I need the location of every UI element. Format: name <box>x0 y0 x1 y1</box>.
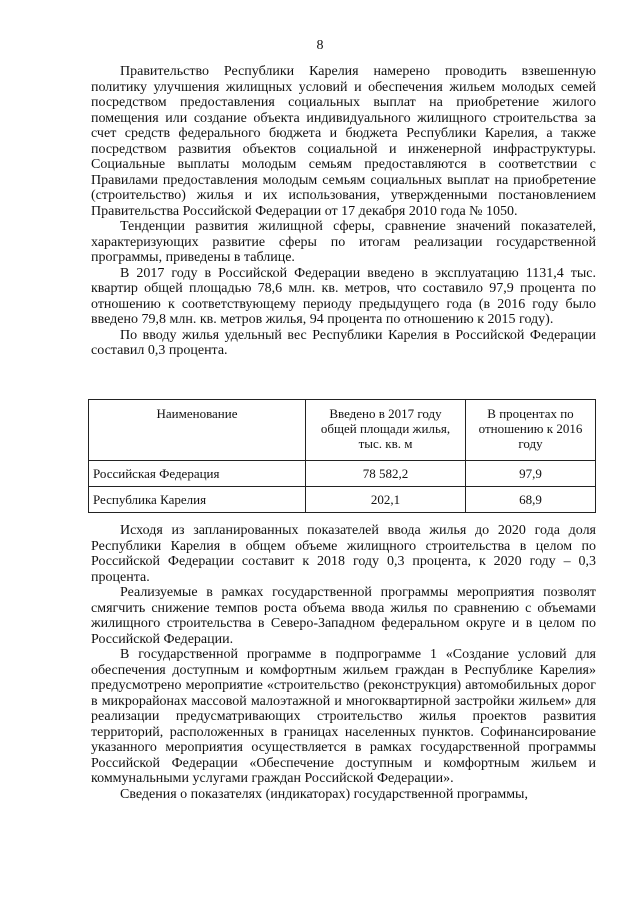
row-name: Республика Карелия <box>89 487 306 513</box>
table-row <box>89 487 596 513</box>
row-percent: 68,9 <box>466 487 596 513</box>
table-header-row <box>89 400 596 461</box>
row-area: 78 582,2 <box>306 461 466 487</box>
paragraph: В государственной программе в подпрограмме 1 «Создание условий для обеспечения доступным и комфортным жильем граждан в Республике Карелия» предусмотрено мероприятие «строительство (реконструкция) автомобильных дорог в микрорайонах массовой малоэтажной и многоквартирной застройки жильем» для реализации предусматривающих строительство жилья проектов развития территорий, расположенных в границах населенных пунктов. Софинансирование указанного мероприятия осуществляется в рамках государственной программы Российской Федерации «Обеспечение доступным и комфортным жильем и коммунальными услугами граждан Российской Федерации». <box>91 647 596 786</box>
paragraph: Исходя из запланированных показателей ввода жилья до 2020 года доля Республики Карелия в общем объеме жилищного строительства в целом по Российской Федерации составит к 2018 году 0,3 процента, к 2020 году – 0,3 процента. <box>91 523 596 585</box>
table-row <box>89 461 596 487</box>
row-name: Российская Федерация <box>89 461 306 487</box>
paragraph: Реализуемые в рамках государственной программы мероприятия позволят смягчить снижение темпов роста объема ввода жилья по сравнению с объемами жилищного строительства в Северо-Западном федеральном округе и в целом по Российской Федерации. <box>91 585 596 647</box>
paragraph: По вводу жилья удельный вес Республики Карелия в Российской Федерации составил 0,3 процента. <box>91 327 596 358</box>
paragraph: Сведения о показателях (индикаторах) государственной программы, <box>120 786 528 802</box>
housing-table <box>88 399 596 513</box>
body-text-top <box>91 64 596 359</box>
page-number: 8 <box>316 38 324 53</box>
paragraph: Правительство Республики Карелия намерено проводить взвешенную политику улучшения жилищных условий и обеспечения жильем молодых семей посредством предоставления социальных выплат на приобретение жилого помещения или создание объекта индивидуального жилищного строительства за счет средств федерального бюджета и бюджета Республики Карелия, а также посредством развития объектов социальной и инженерной инфраструктуры. Социальные выплаты молодым семьям предоставляются в соответствии с Правилами предоставления молодым семьям социальных выплат на приобретение (строительство) жилья и их использования, утвержденными постановлением Правительства Российской Федерации от 17 декабря 2010 года № 1050. <box>91 64 596 219</box>
row-area: 202,1 <box>306 487 466 513</box>
header-percent: В процентах по отношению к 2016 году <box>466 400 596 461</box>
paragraph: Тенденции развития жилищной сферы, сравнение значений показателей, характеризующих развитие сферы по итогам реализации государственной программы, приведены в таблице. <box>91 219 596 265</box>
header-name: Наименование <box>89 400 306 461</box>
paragraph: В 2017 году в Российской Федерации введено в эксплуатацию 1131,4 тыс. квартир общей площадью 78,6 млн. кв. метров, что составило 97,9 процента по отношению к соответствующему периоду предыдущего года (в 2016 году было введено 79,8 млн. кв. метров жилья, 94 процента по отношению к 2015 году). <box>91 265 596 327</box>
header-area: Введено в 2017 году общей площади жилья, тыс. кв. м <box>306 400 466 461</box>
body-text-bottom <box>91 523 596 802</box>
row-percent: 97,9 <box>466 461 596 487</box>
